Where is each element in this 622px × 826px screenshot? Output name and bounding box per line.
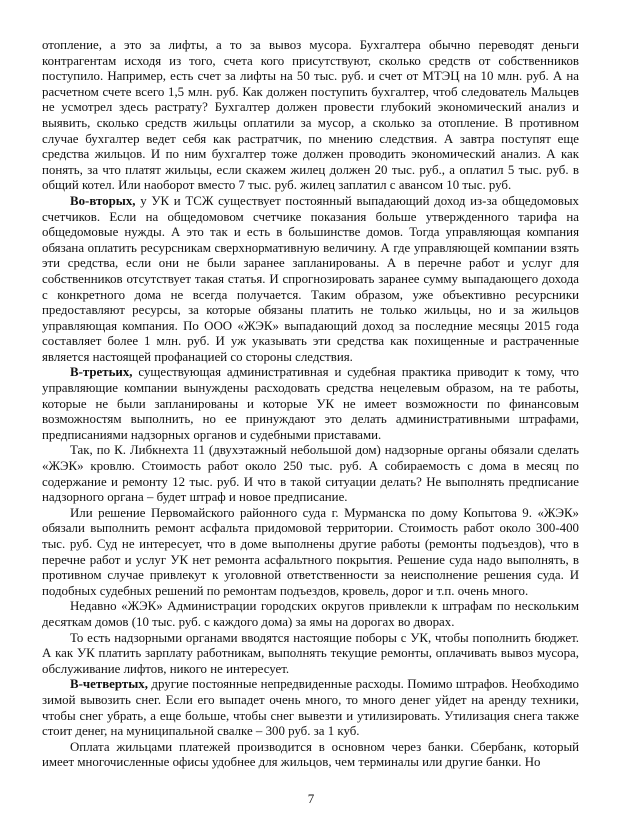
- page-number: 7: [307, 791, 315, 806]
- paragraph-8: В-четвертых, другие постоянные непредвиденные расходы. Помимо штрафов. Необходимо зимой вывозить снег. Если его выпадет очень много, то много денег уйдет на аренду техники, чтобы снег убрать, а еще больше, чтобы снег вывезти и утилизировать. Утилизация снега также стоит денег, на муниципальной свалке – 300 руб. за 1 куб.: [42, 677, 579, 739]
- paragraph-7: То есть надзорными органами вводятся настоящие поборы с УК, чтобы пополнить бюджет. А как УК платить зарплату работникам, выполнять текущие ремонты, оплачивать вывоз мусора, обслуживание лифтов, никого не интересует.: [42, 630, 579, 676]
- paragraph-3: В-третьих, существующая административная и судебная практика приводит к тому, что управляющие компании вынуждены расходовать средства нецелевым образом, на те работы, которые не были запланированы и которые УК не имеет возможности по финансовым возможностям выполнить, но ее принуждают это делать административными штрафами, предписаниями надзорных органов и судебными приставами.: [42, 365, 579, 442]
- paragraph-lead: В-четвертых,: [70, 677, 148, 692]
- paragraph-1: отопление, а это за лифты, а то за вывоз мусора. Бухгалтера обычно переводят деньги контрагентам исходя из того, счета кого присутствуют, сколько средств от собственников поступило. Например, есть счет за лифты на 50 тыс. руб. и счет от МТЭЦ на 10 млн. руб. А на расчетном счете всего 1,5 млн. руб. Как должен поступить бухгалтер, чтоб следователь Мальцев не усмотрел здесь растрату? Бухгалтер должен провести глубокий экономический анализ и выявить, сколько средств жильцы оплатили за мусор, а сколько за отопление. В противном случае бухгалтер ведет себя как растратчик, по мнению следствия. А завтра поступят еще средства жильцов. И по ним бухгалтер тоже должен проводить экономический анализ. А как понять, за что платят жильцы, если скажем жилец должен 20 тыс. руб., а оплатил 5 тыс. руб. в общий котел. Или наоборот вместо 7 тыс. руб. жилец заплатил с авансом 10 тыс. руб.: [42, 38, 579, 193]
- paragraph-lead: Во-вторых,: [70, 193, 136, 208]
- body-text: [42, 38, 579, 771]
- paragraph-6: Недавно «ЖЭК» Администрации городских округов привлекли к штрафам по нескольким десяткам домов (10 тыс. руб. с каждого дома) за ямы на дорогах во дворах.: [42, 599, 579, 629]
- paragraph-5: Или решение Первомайского районного суда г. Мурманска по дому Копытова 9. «ЖЭК» обязали выполнить ремонт асфальта придомовой территории. Стоимость работ около 300-400 тыс. руб. Суд не интересует, что в доме выполнены другие работы (ремонты подъездов), что в перечне работ и услуг УК нет ремонта асфальтного покрытия. Решение суда надо выполнять, в противном случае привлекут к уголовной ответственности за неисполнение решения суда. И подобных судебных решений по ремонтам подъездов, кровель, дорог и т.п. очень много.: [42, 505, 579, 598]
- paragraph-lead: В-третьих,: [70, 365, 133, 380]
- paragraph-9: Оплата жильцами платежей производится в основном через банки. Сбербанк, который имеет многочисленные офисы удобнее для жильцов, чем терминалы или другие банки. Но: [42, 739, 579, 770]
- paragraph-2: Во-вторых, у УК и ТСЖ существует постоянный выпадающий доход из-за общедомовых счетчиков. Если на общедомовом счетчике показания больше утвержденного тарифа на общедомовые нужды. А это так и есть в большинстве домов. Тогда управляющая компания обязана оплатить ресурсникам сверхнормативную величину. А где управляющей компании взять эти средства, если они не были заранее запланированы. А в перечне работ и услуг для собственников отсутствует такая статья. И спрогнозировать заранее сумму выпадающего дохода с конкретного дома не всегда получается. Таким образом, уже объективно ресурсники предоставляют ресурсы, за которые обязаны платить не только жильцы, но и за жильцов управляющая компания. По ООО «ЖЭК» выпадающий доход за последние месяцы 2015 года составляет более 1 млн. руб. И уж указывать эти средства как похищенные и растраченные является настоящей профанацией со стороны следствия.: [42, 193, 579, 364]
- paragraph-4: Так, по К. Либкнехта 11 (двухэтажный небольшой дом) надзорные органы обязали сделать «ЖЭК» кровлю. Стоимость работ около 250 тыс. руб. А собираемость с дома в месяц по содержание и ремонту 12 тыс. руб. И что в такой ситуации делать? Не выполнять предписание надзорного органа – будет штраф и новое предписание.: [42, 443, 579, 505]
